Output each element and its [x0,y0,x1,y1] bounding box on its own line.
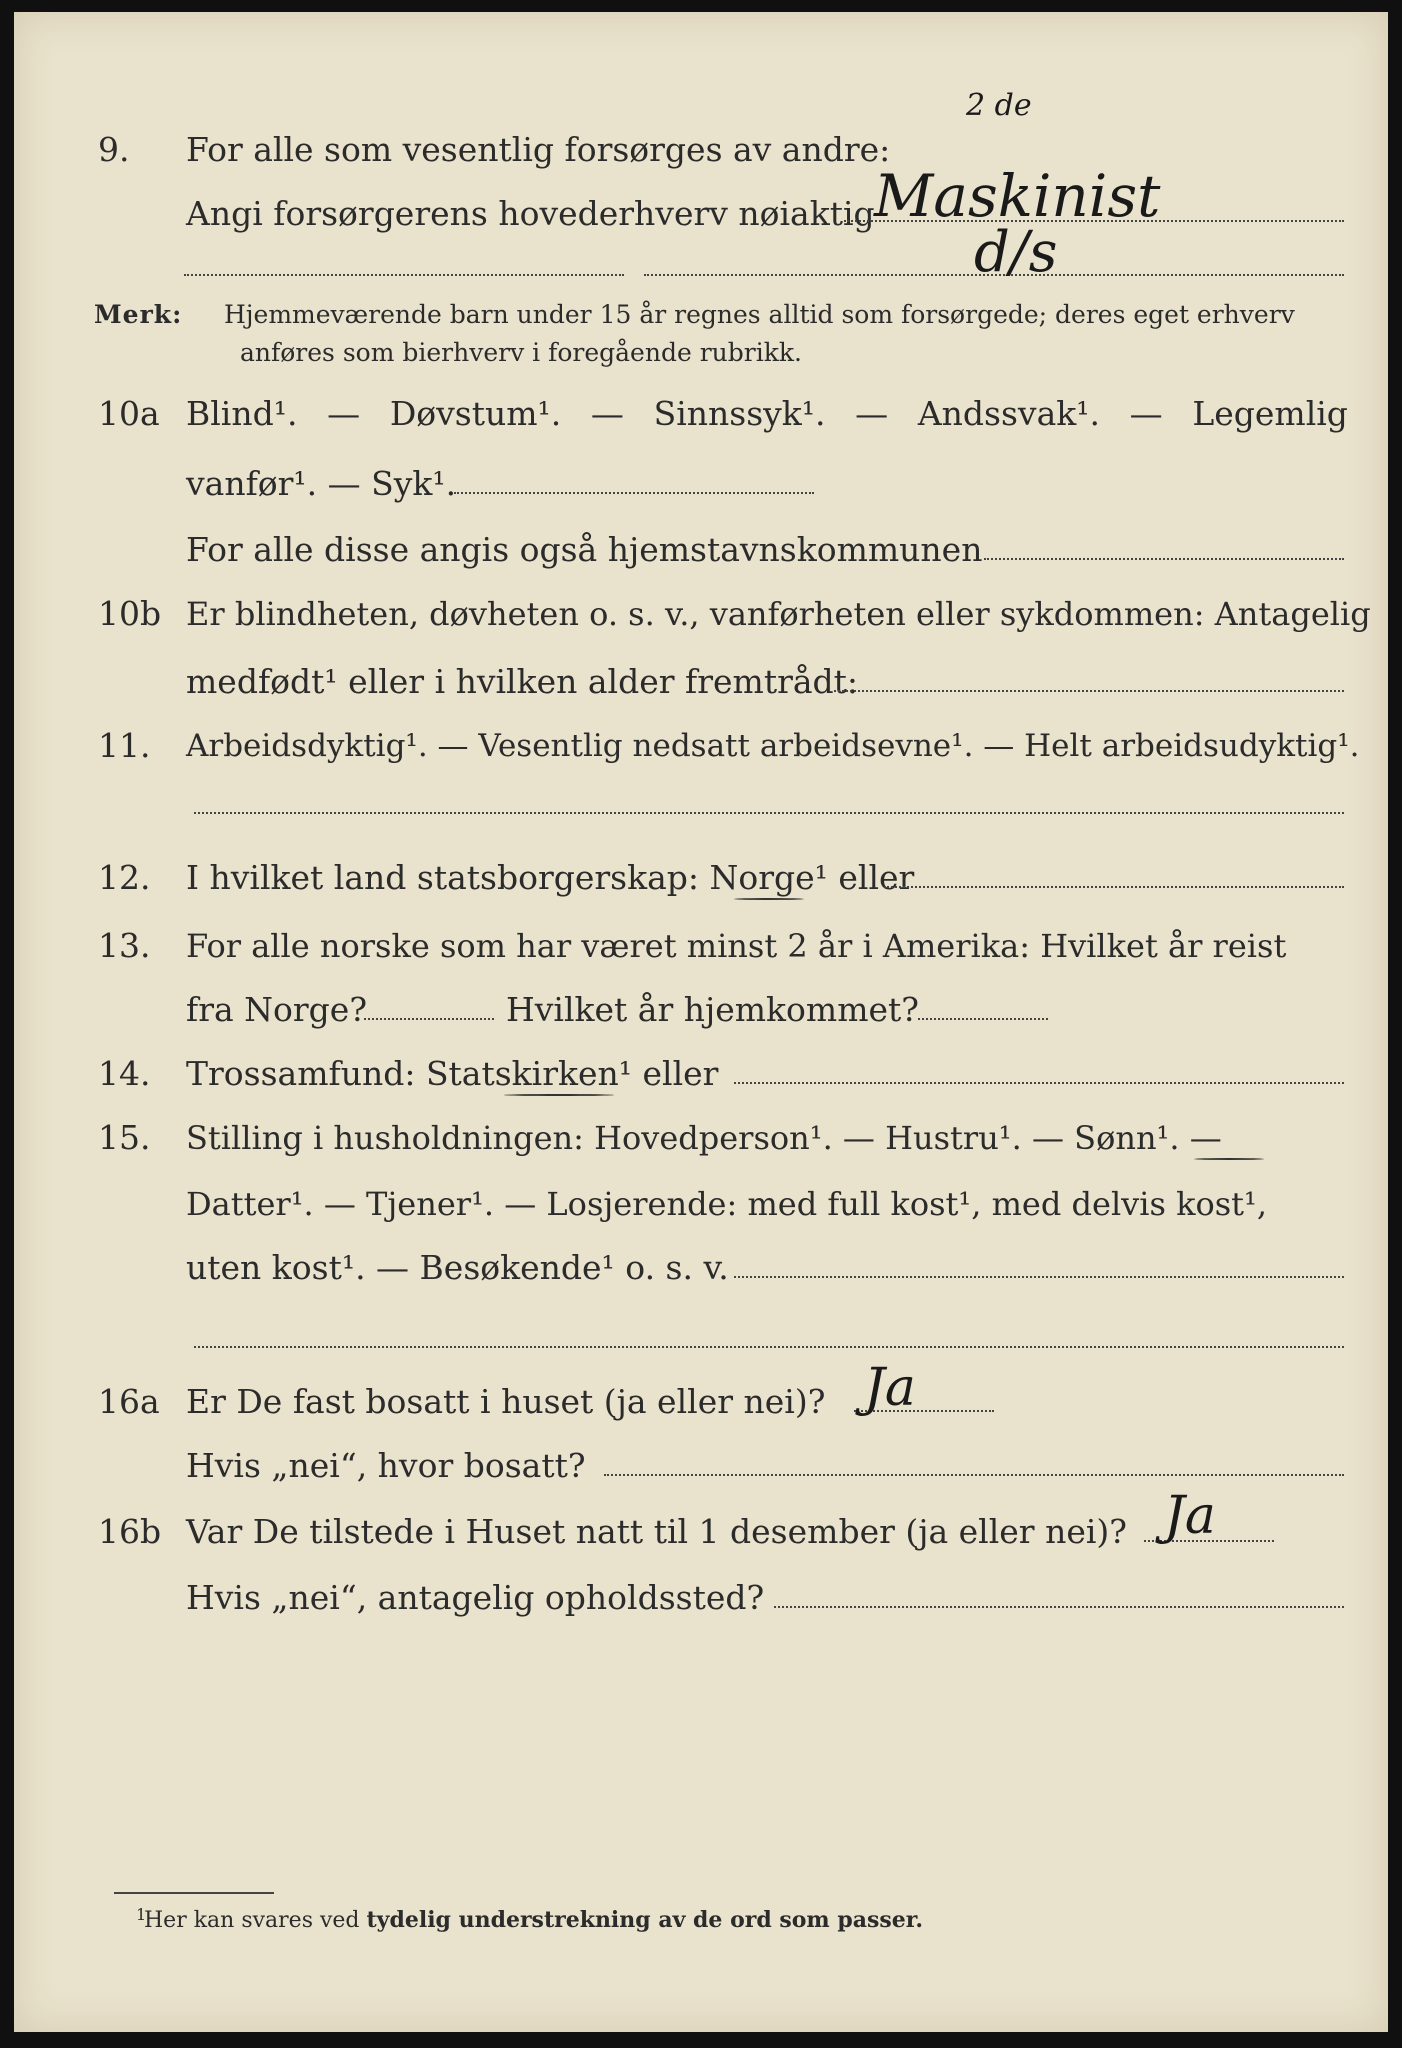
q15-sonn-underline [1194,1158,1264,1160]
q10a-item: — [590,394,624,433]
q10a-item: — [327,394,361,433]
q13-line-1: For alle norske som har været minst 2 år i Amerika: Hvilket år reist [186,927,1287,965]
q13-row-2 [14,980,1388,1040]
q10a-item: — [1129,394,1163,433]
q9-handwritten-answer: Maskinist [874,162,1161,230]
q15-row-3 [14,1238,1388,1298]
q16b-line-1: Var De tilstede i Huset natt til 1 desember (ja eller nei)? [186,1512,1127,1551]
q15-line-1: Stilling i husholdningen: Hovedperson¹. — Hustru¹. — Sønn¹. — [186,1119,1222,1157]
q15-line-2: Datter¹. — Tjener¹. — Losjerende: med full kost¹, med delvis kost¹, [186,1185,1268,1223]
merk-line-1: Hjemmeværende barn under 15 år regnes alltid som forsørgede; deres eget erhverv [224,300,1295,329]
q13-year-right-dots [918,1018,1048,1020]
q13-year-left-dots [364,1018,494,1020]
q13-line-2b: Hvilket år hjemkommet? [506,990,919,1029]
q10b-line-1: Er blindheten, døvheten o. s. v., vanførheten eller sykdommen: Antagelig [186,595,1371,633]
q10a-item: — [855,394,889,433]
q14-statskirken-underline [504,1094,614,1096]
q11-line-1: Arbeidsdyktig¹. — Vesentlig nedsatt arbeidsevne¹. — Helt arbeidsudyktig¹. [186,728,1360,764]
q10a-line-1 [186,384,1348,444]
q15-row-2 [14,1174,1388,1234]
q10a-row-1 [14,384,1388,444]
q16a-number: 16a [98,1382,160,1421]
q16b-line-2-dots [774,1606,1344,1608]
q10b-number: 10b [98,594,162,633]
q14-row-1 [14,1044,1388,1104]
q10a-line-2: vanfør¹. — Syk¹. [186,464,457,503]
q13-number: 13. [98,926,151,965]
q9-handwritten-top: 2 de [966,88,1032,123]
q16a-row-1 [14,1372,1388,1432]
q11-row-1 [14,716,1388,776]
q13-row-1 [14,916,1388,976]
q10b-line-2-dots [834,690,1344,692]
q16a-line-1: Er De fast bosatt i huset (ja eller nei)? [186,1382,826,1421]
q10b-row-2 [14,652,1388,712]
q9-blank-line-a [184,274,624,276]
q9-number: 9. [98,130,130,169]
q14-answer-dots [734,1082,1344,1084]
q12-number: 12. [98,858,151,897]
q10a-item: Legemlig [1192,394,1348,433]
q9-line-2: Angi forsørgerens hovederhverv nøiaktig [186,194,875,233]
q10a-item: Døvstum¹. [389,394,562,433]
q9-row-2 [14,184,1388,244]
q16a-line-2: Hvis „nei“, hvor bosatt? [186,1446,586,1485]
q10a-item: Sinnssyk¹. [653,394,826,433]
q10a-number: 10a [98,394,160,433]
footnote-rule [114,1892,274,1894]
q10a-item: Blind¹. [186,394,298,433]
footnote-text-b: tydelig understrekning av de ord som passer. [366,1907,924,1933]
footnote-number: 1 [136,1905,147,1924]
q12-row-1 [14,848,1388,908]
merk-label: Merk: [94,300,183,329]
q12-line-1: I hvilket land statsborgerskap: Norge¹ eller [186,858,915,897]
q15-row-1 [14,1108,1388,1168]
q13-line-2a: fra Norge? [186,990,368,1029]
q10a-row-2 [14,454,1388,514]
footnote [144,1907,923,1933]
q15-answer-dots [734,1276,1344,1278]
footnote-text-a: Her kan svares ved [144,1908,360,1933]
q12-answer-dots [884,886,1344,888]
q11-blank-line [194,812,1344,814]
q16b-line-2: Hvis „nei“, antagelig opholdssted? [186,1578,765,1617]
q10a-item: Andssvak¹. [917,394,1100,433]
q16b-row-2 [14,1568,1388,1628]
q15-line-3: uten kost¹. — Besøkende¹ o. s. v. [186,1248,729,1287]
q15-number: 15. [98,1118,151,1157]
q10a-line-3-dots [984,558,1344,560]
q16a-handwritten-answer: Ja [864,1358,916,1418]
q14-number: 14. [98,1054,151,1093]
census-form-page [14,12,1388,2032]
q16b-handwritten-answer: Ja [1164,1486,1216,1546]
q11-number: 11. [98,726,151,765]
q10b-line-2: medfødt¹ eller i hvilken alder fremtrådt: [186,662,859,701]
q10a-line-2-dots [454,492,814,494]
q16a-line-2-dots [604,1474,1344,1476]
q10a-line-3: For alle disse angis også hjemstavnskommunen [186,530,983,569]
q9-handwritten-second: d/s [974,220,1058,285]
q14-line-1: Trossamfund: Statskirken¹ eller [186,1054,719,1093]
q15-blank-line [194,1346,1344,1348]
q10b-row-1 [14,584,1388,644]
q10a-row-3 [14,520,1388,580]
merk-line-2: anføres som bierhverv i foregående rubrikk. [240,338,802,367]
q9-row-1 [14,120,1388,180]
q9-line-1: For alle som vesentlig forsørges av andre: [186,130,891,169]
q16b-number: 16b [98,1512,162,1551]
q12-norge-underline [734,898,804,900]
